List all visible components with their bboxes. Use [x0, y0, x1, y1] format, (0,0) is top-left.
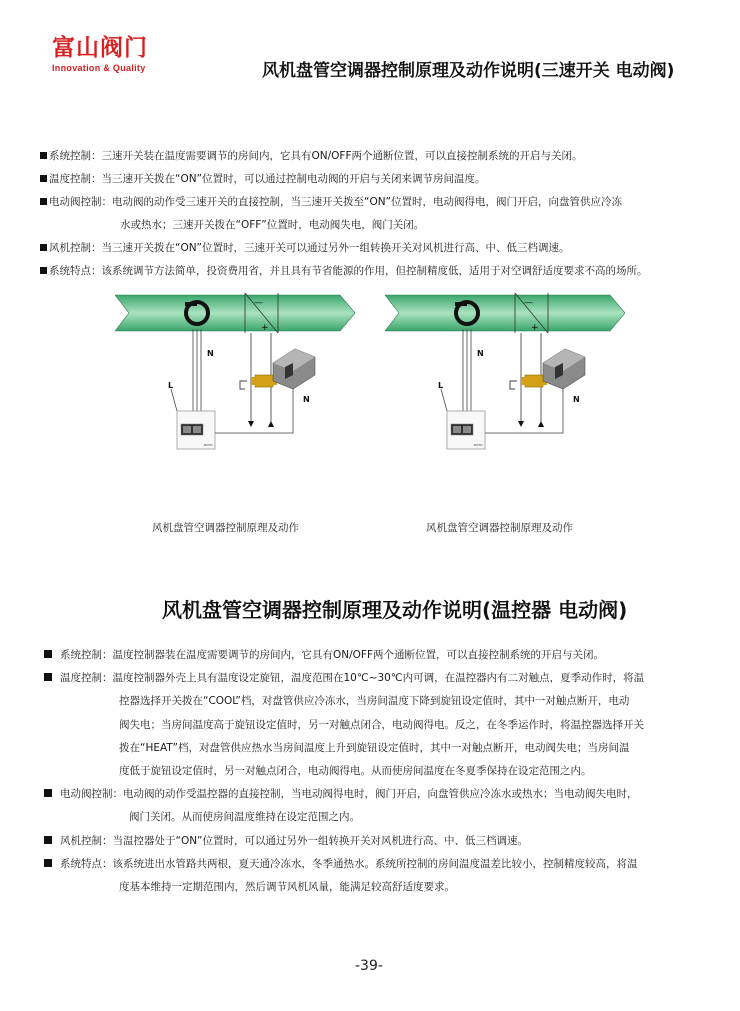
fan-outlet: [185, 302, 197, 306]
section2-title: 风机盘管空调器控制原理及动作说明(温控器 电动阀): [162, 598, 628, 622]
section1-item-features: [40, 260, 720, 283]
bullet-icon: [44, 859, 52, 867]
return-arrow-icon: [538, 421, 544, 427]
supply-arrow-icon: [518, 421, 524, 427]
line-wire: [441, 389, 447, 411]
switch-button: [453, 426, 461, 433]
section2-item-cont: 度低于旋钮设定值时，另一对触点闭合，电动阀得电。从而使房间温度在冬夏季保持在设定范围之内。: [119, 765, 592, 778]
section2-item: [44, 667, 724, 690]
line-wire: [171, 389, 177, 411]
bullet-icon: [44, 836, 52, 844]
section2-item-cont: 拨在“HEAT”档，对盘管供应热水当房间温度上升到旋钮设定值时，其中一对触点断开，电动阀失电；当房间温: [119, 741, 630, 754]
section1-item-valve-control-cont: 水或热水；三速开关拨在“OFF”位置时，电动阀失电，阀门关闭。: [120, 219, 425, 231]
switch-brand: ROTO: [474, 443, 483, 447]
section1-item-fan-control: [40, 237, 720, 260]
item-text: 风机控制：当三速开关拨在“ON”位置时，三速开关可以通过另外一组转换开关对风机进行高、中、低三档调速。: [49, 242, 570, 254]
valve-body: [255, 375, 273, 387]
line-label: L: [438, 381, 444, 390]
item-text: 电动阀控制：电动阀的动作受三速开关的直接控制，当三速开关拨至“ON”位置时，电动阀得电，阀门开启，向盘管供应冷冻: [49, 196, 622, 208]
item-text: 系统控制：温度控制器装在温度需要调节的房间内，它具有ON/OFF两个通断位置，可以直接控制系统的开启与关闭。: [60, 649, 604, 661]
fan-outlet: [455, 302, 467, 306]
item-text: 温度控制：当三速开关拨在“ON”位置时，可以通过控制电动阀的开启与关闭来调节房间温度。: [49, 173, 486, 185]
valve-body: [525, 375, 543, 387]
switch-button: [193, 426, 201, 433]
section2-list: [44, 644, 724, 899]
plus-label: +: [531, 323, 539, 333]
section1-item-system-control: [40, 145, 720, 168]
neutral-label: N: [573, 395, 580, 404]
air-duct: [115, 295, 355, 331]
valve-pipe: [510, 381, 517, 389]
section2-item: [44, 644, 724, 667]
switch-button: [463, 426, 471, 433]
item-text: 系统特点：该系统进出水管路共两根，夏天通冷冻水，冬季通热水。系统所控制的房间温度温差比较小，控制精度较高，将温: [60, 857, 638, 870]
control-diagram-right: [385, 293, 625, 453]
bullet-icon: [44, 673, 52, 681]
section2-item-cont: 阀门关闭。从而使房间温度维持在设定范围之内。: [129, 811, 360, 824]
bullet-icon: [44, 650, 52, 658]
control-diagram-left: [115, 293, 355, 453]
section1-list: [40, 145, 720, 283]
logo-title: 富山阀门: [52, 34, 148, 61]
diagram-caption-right: 风机盘管空调器控制原理及动作: [426, 522, 573, 534]
line-label: L: [168, 381, 174, 390]
bullet-icon: [40, 244, 47, 251]
neutral-label: N: [477, 349, 484, 358]
neutral-label: N: [207, 349, 214, 358]
bullet-icon: [40, 198, 47, 205]
bullet-icon: [44, 789, 52, 797]
valve-pipe: [240, 381, 247, 389]
neutral-label: N: [303, 395, 310, 404]
item-text: 系统特点：该系统调节方法简单，投资费用省，并且具有节省能源的作用，但控制精度低，适用于对空调舒适度要求不高的场所。: [49, 265, 648, 277]
page-title: 风机盘管空调器控制原理及动作说明(三速开关 电动阀): [262, 61, 675, 81]
bullet-icon: [40, 152, 47, 159]
supply-arrow-icon: [248, 421, 254, 427]
item-text: 温度控制：温度控制器外壳上具有温度设定旋钮，温度范围在10℃~30℃内可调，在温控器内有二对触点，夏季动作时，将温: [60, 672, 645, 685]
plus-label: +: [261, 323, 269, 333]
section2-item: [44, 853, 724, 876]
section2-item: [44, 783, 724, 806]
item-text: 电动阀控制：电动阀的动作受温控器的直接控制，当电动阀得电时，阀门开启，向盘管供应冷冻水或热水；当电动阀失电时，: [60, 788, 638, 801]
company-logo: [52, 34, 148, 73]
page-number: -39-: [355, 958, 383, 974]
item-text: 系统控制：三速开关装在温度需要调节的房间内，它具有ON/OFF两个通断位置，可以直接控制系统的开启与关闭。: [49, 150, 583, 162]
section1-item-temp-control: [40, 168, 720, 191]
minus-label: —: [254, 298, 263, 308]
switch-button: [183, 426, 191, 433]
bullet-icon: [40, 267, 47, 274]
bullet-icon: [40, 175, 47, 182]
item-text: 风机控制：当温控器处于“ON”位置时，可以通过另外一组转换开关对风机进行高、中、低三档调速。: [60, 834, 528, 847]
section1-item-valve-control: [40, 191, 720, 214]
logo-subtitle: Innovation & Quality: [52, 63, 146, 73]
section2-item-cont: 阀失电；当房间温度高于旋钮设定值时，另一对触点闭合，电动阀得电。反之，在冬季运作时，将温控器选择开关: [119, 718, 644, 731]
valve-port: [521, 377, 526, 385]
return-arrow-icon: [268, 421, 274, 427]
section2-item-cont: 控器选择开关拨在“COOL”档，对盘管供应冷冻水，当房间温度下降到旋钮设定值时，其中一对触点断开，电动: [119, 695, 630, 708]
valve-port: [251, 377, 256, 385]
switch-brand: ROTO: [204, 443, 213, 447]
minus-label: —: [524, 298, 533, 308]
section2-item-cont: 度基本维持一定期范围内，然后调节风机风量，能满足较高舒适度要求。: [119, 881, 455, 894]
air-duct: [385, 295, 625, 331]
section2-item: [44, 830, 724, 853]
diagram-caption-left: 风机盘管空调器控制原理及动作: [152, 522, 299, 534]
